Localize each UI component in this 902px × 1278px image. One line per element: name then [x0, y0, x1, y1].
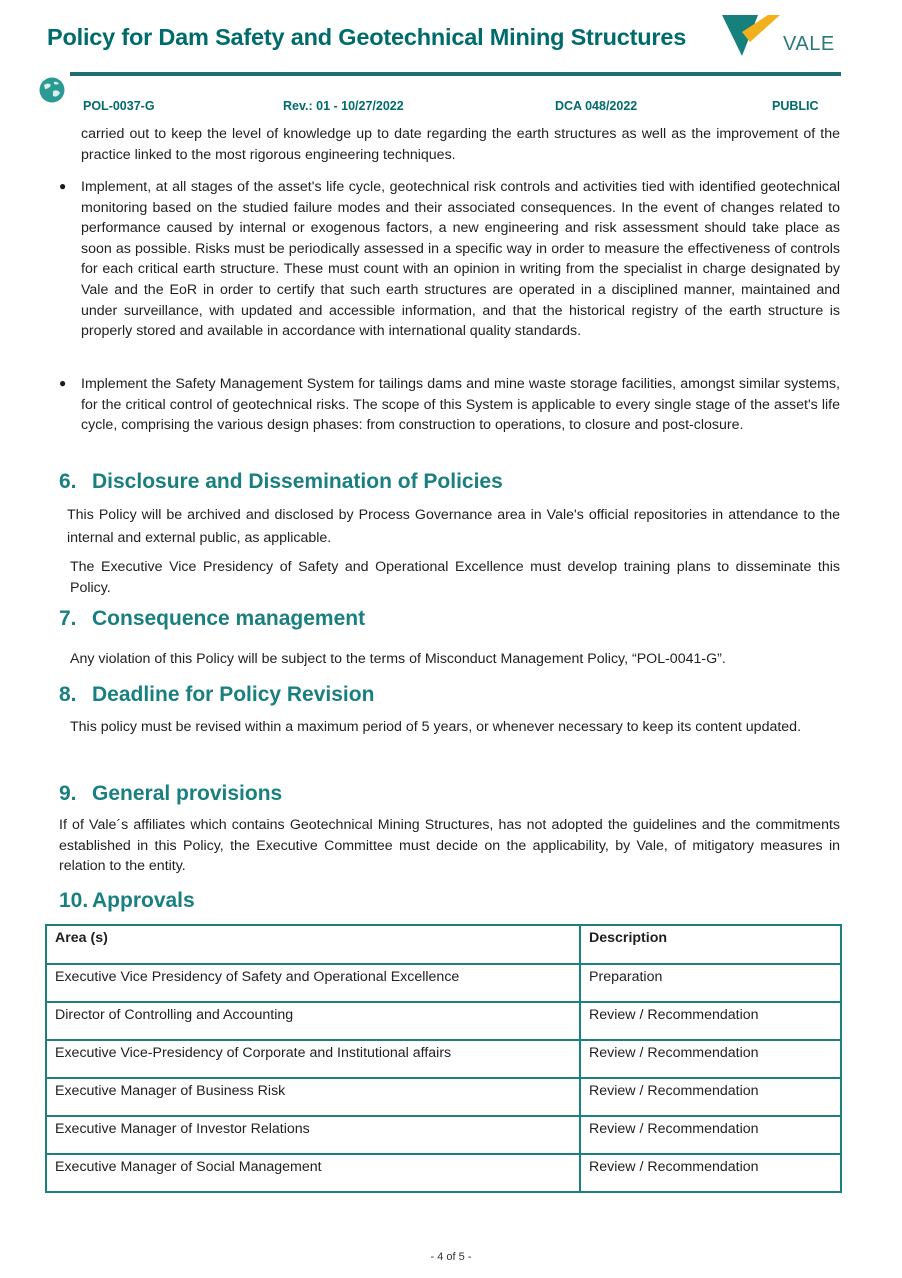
- revision: Rev.: 01 - 10/27/2022: [283, 99, 404, 113]
- table-header-row: [46, 925, 841, 964]
- section-heading-8: [59, 683, 374, 707]
- bullet-item: Implement the Safety Management System for tailings dams and mine waste storage facilities, amongst similar systems, for the critical control of geotechnical risks. The scope of this System is applicable to every single stage of the asset's life cycle, comprising the various design phases: from construction to operations, to closure and post-closure.: [81, 376, 840, 434]
- section-title: Disclosure and Dissemination of Policies: [92, 470, 503, 493]
- section-heading-6: [59, 470, 503, 494]
- section-number: 6.: [59, 470, 77, 493]
- globe-icon: [39, 77, 65, 103]
- vale-logo-text: VALE: [783, 33, 835, 55]
- description-cell: Review / Recommendation: [580, 1002, 841, 1040]
- section-title: Approvals: [92, 889, 195, 912]
- section-8-paragraph: This policy must be revised within a maximum period of 5 years, or whenever necessary to keep its content updated.: [70, 719, 802, 735]
- header-description: Description: [580, 925, 841, 964]
- header-rule: [70, 72, 841, 76]
- area-cell: Executive Manager of Investor Relations: [46, 1116, 580, 1154]
- bullet-icon: ●: [59, 376, 67, 390]
- area-cell: Executive Manager of Social Management: [46, 1154, 580, 1192]
- table-row: [46, 964, 841, 1002]
- section-number: 8.: [59, 683, 77, 706]
- document-title: Policy for Dam Safety and Geotechnical Mining Structures: [47, 24, 687, 50]
- section-heading-9: [59, 782, 282, 806]
- section-heading-7: [59, 607, 365, 631]
- description-cell: Review / Recommendation: [580, 1078, 841, 1116]
- area-cell: Executive Vice Presidency of Safety and Operational Excellence: [46, 964, 580, 1002]
- description-cell: Review / Recommendation: [580, 1040, 841, 1078]
- continuation-paragraph: carried out to keep the level of knowledge up to date regarding the earth structures as well as the improvement of the practice linked to the most rigorous engineering techniques.: [81, 126, 840, 163]
- dca-number: DCA 048/2022: [555, 99, 638, 113]
- classification: PUBLIC: [772, 99, 819, 113]
- section-9-paragraph: If of Vale´s affiliates which contains Geotechnical Mining Structures, has not adopted the guidelines and the commitments established in this Policy, the Executive Committee must decide on the applicability, by Vale, of mitigatory measures in relation to the entity.: [59, 817, 840, 875]
- section-heading-10: [59, 889, 195, 913]
- section-6-paragraph-2: The Executive Vice Presidency of Safety and Operational Excellence must develop training plans to disseminate this Policy.: [70, 559, 840, 596]
- area-cell: Director of Controlling and Accounting: [46, 1002, 580, 1040]
- section-7-paragraph: Any violation of this Policy will be subject to the terms of Misconduct Management Policy, “POL-0041-G”.: [70, 651, 726, 667]
- table-row: [46, 1002, 841, 1040]
- area-cell: Executive Manager of Business Risk: [46, 1078, 580, 1116]
- section-6-paragraph-1: This Policy will be archived and disclosed by Process Governance area in Vale's official repositories in attendance to the internal and external public, as applicable.: [67, 507, 840, 546]
- area-cell: Executive Vice-Presidency of Corporate and Institutional affairs: [46, 1040, 580, 1078]
- description-cell: Review / Recommendation: [580, 1154, 841, 1192]
- section-number: 7.: [59, 607, 77, 630]
- approvals-table: [45, 924, 842, 1193]
- header-area: Area (s): [46, 925, 580, 964]
- description-cell: Preparation: [580, 964, 841, 1002]
- table-row: [46, 1040, 841, 1078]
- section-number: 10.: [59, 889, 89, 912]
- table-row: [46, 1078, 841, 1116]
- section-title: Deadline for Policy Revision: [92, 683, 375, 706]
- section-title: General provisions: [92, 782, 283, 805]
- section-title: Consequence management: [92, 607, 366, 630]
- bullet-icon: ●: [59, 179, 67, 193]
- bullet-item: Implement, at all stages of the asset's life cycle, geotechnical risk controls and activities tied with identified geotechnical monitoring based on the studied failure modes and their associated consequences. In the event of changes related to performance caused by internal or exogenous factors, a new engineering and risk assessment should take place as soon as possible. Risks must be periodically assessed in a specific way in order to measure the effectiveness of controls for each critical earth structure. These must count with an opinion in writing from the specialist in charge designated by Vale and the EoR in order to certify that such earth structures are operated in a disciplined manner, maintained and under surveillance, with updated and accessible information, and that the historical registry of the earth structure is properly stored and available in accordance with international quality standards.: [81, 179, 840, 340]
- table-row: [46, 1116, 841, 1154]
- section-number: 9.: [59, 782, 77, 805]
- page-number: - 4 of 5 -: [430, 1251, 472, 1263]
- table-row: [46, 1154, 841, 1192]
- description-cell: Review / Recommendation: [580, 1116, 841, 1154]
- doc-code: POL-0037-G: [83, 99, 155, 113]
